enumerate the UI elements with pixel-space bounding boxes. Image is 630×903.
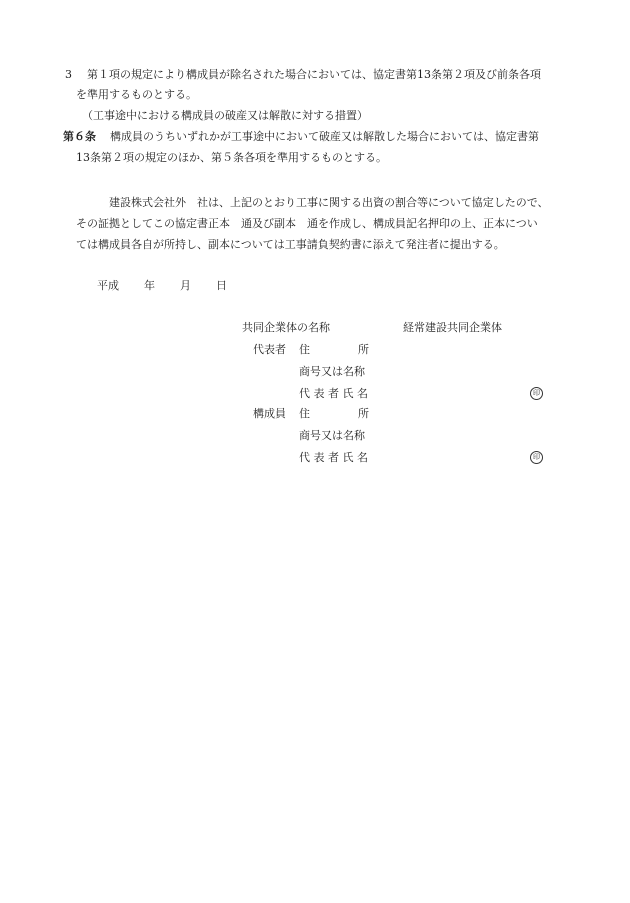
rep-person-name-label: 代 表 者 氏 名	[299, 387, 368, 400]
member-seal-mark: 印	[530, 451, 543, 464]
article-6-line-1: 構成員のうちいずれかが工事途中において破産又は解散した場合においては、協定書第	[110, 130, 539, 143]
closing-line-1: 建設株式会社外 社は、上記のとおり工事に関する出資の割合等について協定したので、	[109, 196, 549, 209]
representative-label: 代表者	[253, 343, 286, 356]
date-day: 日	[216, 279, 227, 292]
member-address-label-2: 所	[358, 407, 369, 420]
rep-address-label-1: 住	[299, 343, 310, 356]
member-address-label-1: 住	[299, 407, 310, 420]
date-month: 月	[180, 279, 191, 292]
closing-line-3: ては構成員各自が所持し、副本については工事請負契約書に添えて発注者に提出する。	[76, 238, 505, 251]
jv-name-label: 共同企業体の名称	[242, 321, 330, 334]
date-era: 平成	[97, 279, 119, 292]
rep-address-label-2: 所	[358, 343, 369, 356]
jv-name-value: 経常建設共同企業体	[403, 321, 502, 334]
rep-company-name-label: 商号又は名称	[299, 365, 365, 378]
member-person-name-label: 代 表 者 氏 名	[299, 451, 368, 464]
closing-line-2: その証拠としてこの協定書正本 通及び副本 通を作成し、構成員記名押印の上、正本につい	[76, 217, 538, 230]
member-label: 構成員	[253, 407, 286, 420]
clause-3-line-1: 第１項の規定により構成員が除名された場合においては、協定書第13条第２項及び前条各項	[87, 68, 541, 81]
rep-seal-mark: 印	[530, 387, 543, 400]
member-company-name-label: 商号又は名称	[299, 429, 365, 442]
clause-3-line-2: を準用するものとする。	[76, 88, 197, 101]
article-6-label: 第６条	[63, 130, 96, 143]
article-6-heading: （工事途中における構成員の破産又は解散に対する措置）	[82, 109, 368, 122]
date-year: 年	[144, 279, 155, 292]
article-6-line-2: 13条第２項の規定のほか、第５条各項を準用するものとする。	[76, 151, 387, 164]
clause-3-number: 3	[65, 68, 72, 81]
